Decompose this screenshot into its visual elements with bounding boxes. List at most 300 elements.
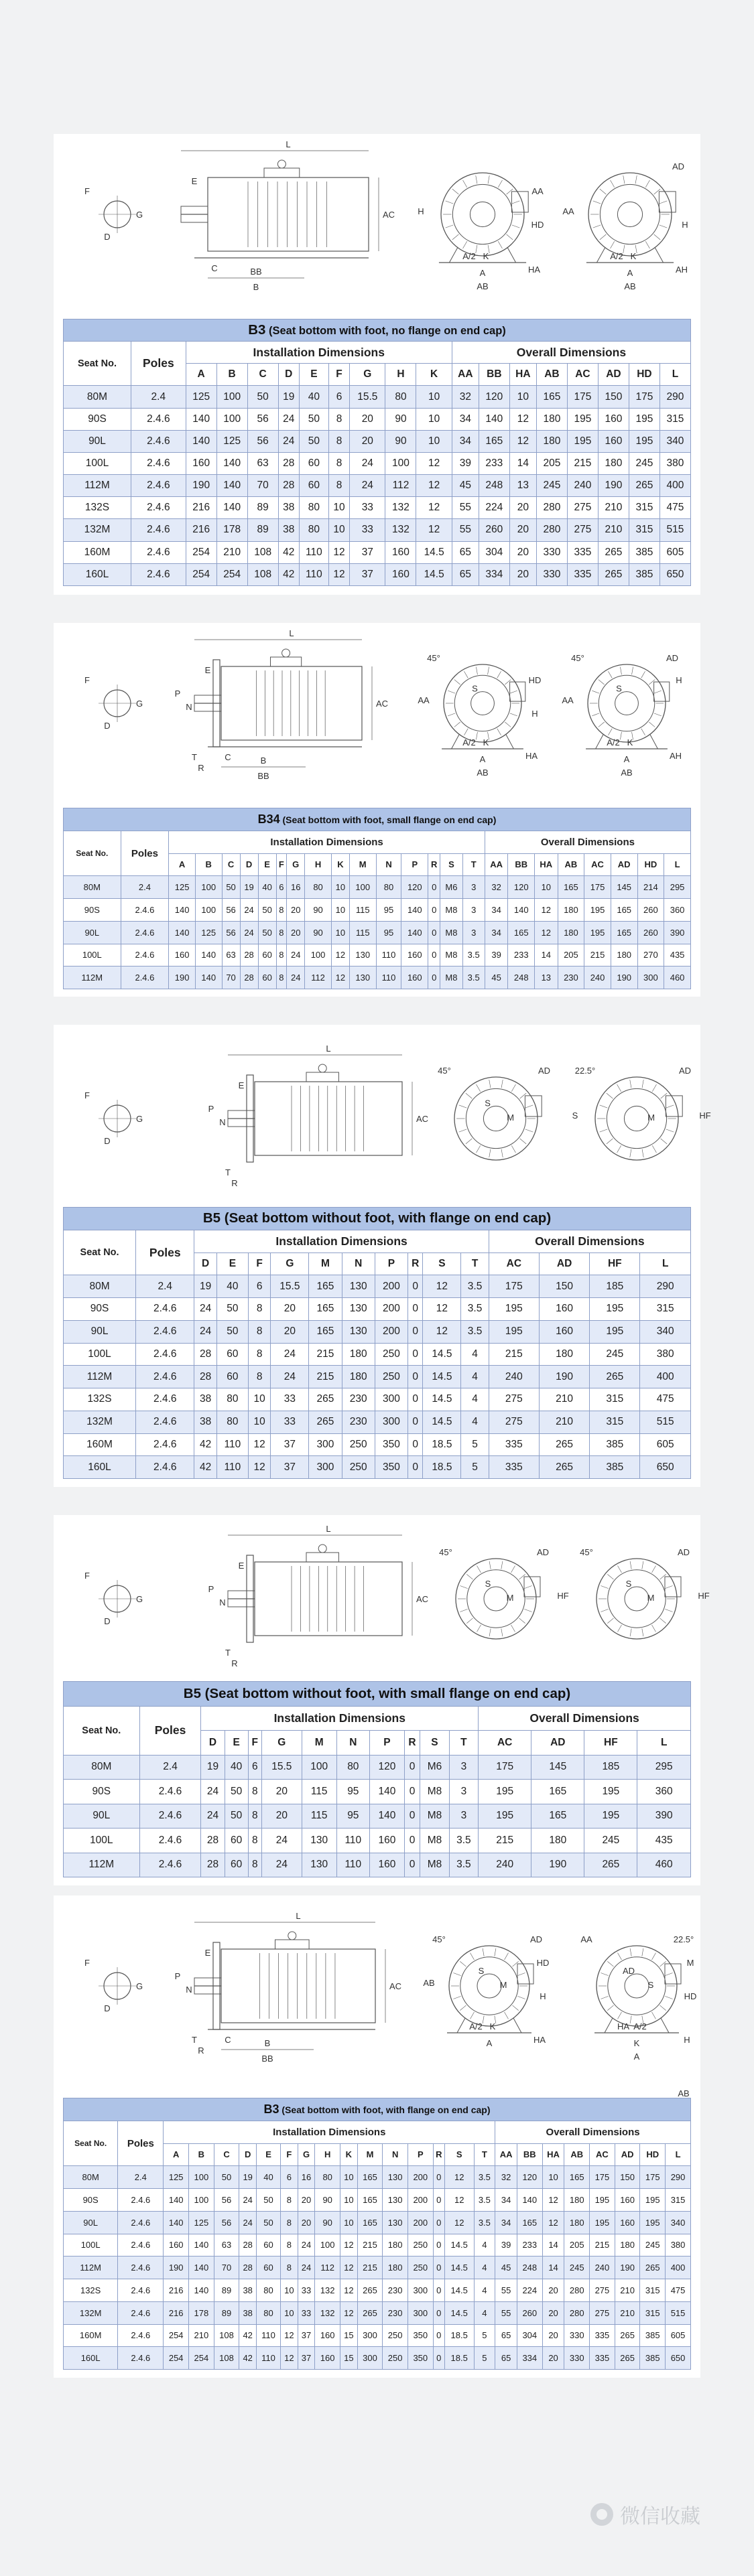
value-cell: 0 [433,2279,444,2302]
value-cell: 28 [201,1853,225,1877]
poles-cell: 2.4.6 [118,2211,164,2234]
drawing-line [470,1953,475,1960]
value-cell: 95 [376,921,401,944]
value-cell: 3.5 [461,1275,489,1298]
value-cell: 4 [474,2257,495,2279]
dimension-label: A [486,2038,493,2048]
value-cell: 245 [584,1829,637,1853]
dimension-label: S [472,683,478,694]
drawing-line [520,1139,526,1144]
value-cell: M8 [420,1804,449,1829]
dimension-label: AB [678,2088,690,2098]
drawing-line [497,671,501,678]
drawing-outline [510,682,525,701]
table-title [64,808,691,831]
value-cell: 15 [340,2347,358,2370]
value-cell: 475 [659,497,690,519]
value-cell: 3.5 [461,1320,489,1343]
value-cell: 0 [433,2211,444,2234]
value-cell: 10 [331,876,349,899]
value-cell: 19 [239,2166,257,2189]
value-cell: 140 [189,2234,214,2257]
dimension-label: S [572,1111,578,1121]
drawing-outline [255,1562,402,1636]
value-cell: 12 [423,1275,461,1298]
drawing-line [453,1973,460,1976]
dimension-label: A/2 [462,737,476,747]
value-cell: 40 [299,386,328,408]
value-cell: 38 [239,2301,257,2324]
spec-table [63,1681,691,1877]
poles-header: Poles [118,2121,164,2166]
value-cell: 190 [539,1366,589,1388]
value-cell: 24 [240,899,258,922]
value-cell: 24 [271,1366,309,1388]
value-cell: 230 [383,2279,408,2302]
drawing-line [507,248,515,263]
value-cell: 180 [564,2211,590,2234]
drawing-line [501,1561,503,1569]
poles-cell: 2.4.6 [136,1320,194,1343]
drawing-line [665,1609,672,1612]
drawing-line [476,667,477,674]
seat-no-cell: 112M [64,1853,140,1877]
value-cell: 0 [428,876,440,899]
column-header: F [328,364,349,386]
value-cell: 240 [590,2257,615,2279]
value-cell: 18.5 [423,1433,461,1456]
value-cell: 0 [433,2324,444,2347]
drawing-line [632,667,633,674]
value-cell: 125 [164,2166,189,2189]
poles-cell: 2.4.6 [131,541,186,563]
value-cell: 60 [257,2234,281,2257]
value-cell: 20 [261,1804,302,1829]
column-header: L [659,364,690,386]
column-header: A [186,364,216,386]
value-cell: 650 [640,1456,691,1479]
column-header: HF [584,1731,637,1756]
value-cell: 315 [590,1411,640,1433]
value-cell: 280 [536,519,567,541]
dimension-label: F [84,186,90,196]
dimension-label: AH [669,751,682,761]
drawing-line [512,225,520,228]
table-row [64,1853,691,1877]
value-cell: 380 [666,2234,691,2257]
value-cell: 0 [433,2166,444,2189]
column-header: N [342,1253,375,1275]
value-cell: 8 [248,1829,261,1853]
value-cell: 12 [535,921,558,944]
drawing-line [477,1145,481,1153]
value-cell: 275 [590,2301,615,2324]
installation-dimensions-header: Installation Dimensions [169,831,485,853]
value-cell: 33 [298,2279,315,2302]
dimension-label: E [238,1080,245,1090]
drawing-circle [441,173,524,256]
dimension-label: AC [389,1981,402,1991]
value-cell: 3.5 [474,2166,495,2189]
value-cell: 19 [240,876,258,899]
value-cell: 300 [375,1411,407,1433]
drawing-line [652,1625,656,1632]
dimension-label: AB [423,1978,435,1988]
dimension-label: B [264,2038,271,2048]
value-cell: 55 [452,519,479,541]
table-row [64,386,691,408]
value-cell: 265 [590,1366,640,1388]
poles-cell: 2.4.6 [131,497,186,519]
drawing-outline [221,666,362,740]
seat-no-cell: 80M [64,1275,136,1298]
column-header: S [440,853,462,876]
value-cell: 240 [567,475,598,497]
value-cell: 125 [186,386,216,408]
value-cell: 210 [598,519,629,541]
value-cell: 0 [433,2189,444,2212]
value-cell: 270 [637,944,664,967]
value-cell: 195 [590,2211,615,2234]
spec-table [63,2098,691,2370]
value-cell: 140 [186,430,216,452]
value-cell: 28 [194,1366,216,1388]
value-cell: 190 [531,1853,584,1877]
value-cell: 160 [169,944,196,967]
column-header: P [375,1253,407,1275]
value-cell: 195 [629,430,659,452]
value-cell: 315 [629,497,659,519]
value-cell: 215 [584,944,611,967]
value-cell: 180 [539,1343,589,1366]
value-cell: 0 [408,1343,423,1366]
value-cell: 80 [376,876,401,899]
drawing-circle [282,649,290,657]
drawing-line [489,1149,491,1157]
seat-no-cell: 90L [64,921,121,944]
dimension-label: B [260,756,267,766]
value-cell: 12 [248,1433,270,1456]
column-header: C [214,2143,239,2166]
column-header: N [383,2143,408,2166]
installation-dimensions-header: Installation Dimensions [186,342,452,364]
value-cell: 216 [164,2301,189,2324]
column-header: HA [509,364,536,386]
poles-cell: 2.4.6 [136,1366,194,1388]
value-cell: 150 [598,386,629,408]
value-cell: 230 [383,2301,408,2324]
column-header: R [428,853,440,876]
value-cell: 108 [247,563,278,585]
column-header: S [444,2143,474,2166]
drawing-line [488,175,489,184]
value-cell: 3.5 [462,967,485,989]
dimension-label: 45° [571,653,584,663]
seat-no-cell: 112M [64,2257,118,2279]
column-header: P [407,2143,433,2166]
value-cell: 195 [584,1780,637,1804]
value-cell: 32 [485,876,508,899]
value-cell: 0 [408,1366,423,1388]
column-header: L [640,1253,691,1275]
table-row [64,876,691,899]
value-cell: 33 [271,1411,309,1433]
seat-no-cell: 112M [64,967,121,989]
seat-no-cell: 90L [64,2211,118,2234]
drawing-line [511,1145,515,1153]
dimension-label: K [483,251,489,261]
column-header: P [401,853,428,876]
seat-no-cell: 160M [64,541,131,563]
dimension-label: K [633,2038,640,2048]
value-cell: 12 [423,1298,461,1321]
drawing-line [596,734,604,749]
column-header: AC [489,1253,539,1275]
overall-dimensions-header: Overall Dimensions [489,1230,690,1253]
value-cell: 180 [615,2234,640,2257]
value-cell: 340 [659,430,690,452]
table-row [64,1829,691,1853]
value-cell: 130 [383,2189,408,2212]
dimension-label: C [225,2035,231,2045]
column-header: T [461,1253,489,1275]
dimension-label: B [253,282,259,292]
drawing-line [466,1093,472,1098]
value-cell: 165 [536,386,567,408]
value-cell: 300 [357,2324,383,2347]
value-cell: 24 [201,1804,225,1829]
table-row [64,1780,691,1804]
value-cell: 10 [328,519,349,541]
value-cell: 140 [169,899,196,922]
value-cell: 160 [370,1853,405,1877]
column-header: H [385,364,416,386]
value-cell: 24 [239,2211,257,2234]
value-cell: 24 [350,452,385,474]
poles-cell: 2.4.6 [139,1804,201,1829]
value-cell: 6 [248,1275,270,1298]
table-row [64,1366,691,1388]
dimension-label: AD [666,653,679,663]
drawing-circle [607,1088,666,1148]
drawing-line [600,1129,608,1132]
seat-no-cell: 160L [64,2347,118,2370]
value-cell: 8 [276,944,287,967]
seat-no-cell: 132S [64,1388,136,1411]
drawing-line [607,1961,613,1966]
drawing-circle [454,675,511,731]
value-cell: 335 [567,563,598,585]
drawing-line [623,245,625,253]
value-cell: 334 [517,2347,542,2370]
column-header: H [315,2143,340,2166]
value-cell: 112 [305,967,332,989]
value-cell: 20 [509,497,536,519]
dimension-label: S [616,683,622,694]
value-cell: 650 [659,563,690,585]
value-cell: 56 [222,921,240,944]
value-cell: 108 [214,2347,239,2370]
value-cell: 90 [315,2211,340,2234]
section-b3-no-flange [54,134,700,595]
value-cell: 24 [271,1343,309,1366]
dimension-label: R [231,1658,238,1668]
value-cell: 3 [462,899,485,922]
value-cell: 254 [186,563,216,585]
drawing-line [495,1948,496,1956]
value-cell: 42 [194,1456,216,1479]
value-cell: 14.5 [423,1366,461,1388]
value-cell: 125 [216,430,247,452]
poles-cell: 2.4.6 [139,1853,201,1877]
value-cell: 140 [216,452,247,474]
value-cell: 120 [401,876,428,899]
poles-cell: 2.4.6 [118,2279,164,2302]
poles-cell: 2.4.6 [121,967,169,989]
value-cell: 265 [357,2279,383,2302]
value-cell: 12 [281,2347,298,2370]
value-cell: 205 [564,2234,590,2257]
value-cell: 330 [564,2347,590,2370]
value-cell: 250 [342,1456,375,1479]
drawing-line [666,1129,674,1132]
seat-no-cell: 100L [64,1343,136,1366]
seat-no-cell: 132S [64,2279,118,2302]
value-cell: 8 [276,899,287,922]
dimension-label: D [104,1616,111,1626]
value-cell: 140 [195,967,222,989]
dimension-label: M [506,1593,514,1603]
value-cell: 300 [309,1433,342,1456]
value-cell: 20 [542,2347,564,2370]
dimension-label: F [84,1571,90,1581]
drawing-line [665,1973,672,1976]
dimension-label: T [225,1167,231,1177]
section-b34-small-flange [54,623,700,997]
value-cell: 180 [558,921,584,944]
value-cell: 8 [281,2257,298,2279]
seat-no-cell: 100L [64,452,131,474]
value-cell: 200 [407,2189,433,2212]
value-cell: 165 [517,2211,542,2234]
value-cell: 0 [433,2347,444,2370]
column-header: A [164,2143,189,2166]
drawing-line [620,667,621,674]
poles-cell: 2.4.6 [136,1456,194,1479]
value-cell: 215 [357,2257,383,2279]
drawing-line [460,1961,466,1966]
value-cell: 3 [449,1804,478,1829]
dimension-label: P [174,689,181,699]
drawing-line [605,2018,613,2033]
seat-no-cell: 90L [64,1320,136,1343]
drawing-line [446,201,454,204]
drawing-circle [460,1957,518,2015]
value-cell: 210 [598,497,629,519]
drawing-line [618,1625,622,1632]
overall-dimensions-header: Overall Dimensions [495,2121,691,2143]
column-header: M [357,2143,383,2166]
dimension-label: A [479,268,486,278]
drawing-line [601,1973,608,1976]
value-cell: 20 [298,2211,315,2234]
value-cell: 110 [336,1829,370,1853]
value-cell: 4 [461,1366,489,1388]
dimension-label: HD [536,1958,550,1968]
value-cell: 0 [408,1320,423,1343]
column-header: D [194,1253,216,1275]
drawing-line [448,713,455,716]
watermark-text: 微信收藏 [620,2505,700,2528]
seat-no-cell: 160M [64,1433,136,1456]
value-cell: 18.5 [444,2324,474,2347]
dimension-label: N [219,1597,226,1607]
value-cell: 37 [298,2347,315,2370]
value-cell: 150 [539,1275,589,1298]
value-cell: 40 [225,1755,248,1780]
value-cell: 12 [340,2301,358,2324]
drawing-circle [477,1974,501,1998]
value-cell: 400 [640,1366,691,1388]
value-cell: 265 [640,2257,666,2279]
value-cell: 110 [257,2324,281,2347]
table-row [64,944,691,967]
drawing-line [630,1628,631,1636]
value-cell: 24 [287,967,305,989]
value-cell: 24 [194,1320,216,1343]
value-cell: 190 [164,2257,189,2279]
dimension-label: HA [617,2021,630,2031]
drawing-line [635,175,637,184]
table-row [64,563,691,585]
seat-no-cell: 132M [64,519,131,541]
value-cell: 265 [584,1853,637,1877]
value-cell: 275 [567,519,598,541]
drawing-line [630,1080,631,1088]
poles-cell: 2.4.6 [121,944,169,967]
value-cell: 115 [349,899,376,922]
drawing-line [510,691,517,693]
value-cell: 295 [637,1755,691,1780]
drawing-line [652,1084,656,1092]
seat-no-cell: 160L [64,563,131,585]
dimension-label: A [479,754,486,764]
value-cell: 80 [336,1755,370,1780]
drawing-line [618,1953,622,1960]
value-cell: 165 [564,2166,590,2189]
value-cell: 195 [584,1804,637,1829]
value-cell: 130 [349,967,376,989]
column-header: AC [567,364,598,386]
table-row [64,899,691,922]
drawing-line [460,1609,467,1612]
value-cell: 100 [189,2166,214,2189]
value-cell: 380 [659,452,690,474]
value-cell: 195 [590,2189,615,2212]
value-cell: 90 [305,921,332,944]
drawing-line [483,2015,484,2023]
drawing-circle [588,173,672,256]
drawing-circle [318,1545,326,1553]
value-cell: 50 [216,1320,248,1343]
column-header: K [416,364,452,386]
value-cell: 12 [444,2166,474,2189]
value-cell: 12 [444,2211,474,2234]
drawing-outline [255,1082,402,1155]
installation-dimensions-header: Installation Dimensions [201,1706,479,1731]
column-header: H [305,853,332,876]
drawing-line [498,180,502,188]
